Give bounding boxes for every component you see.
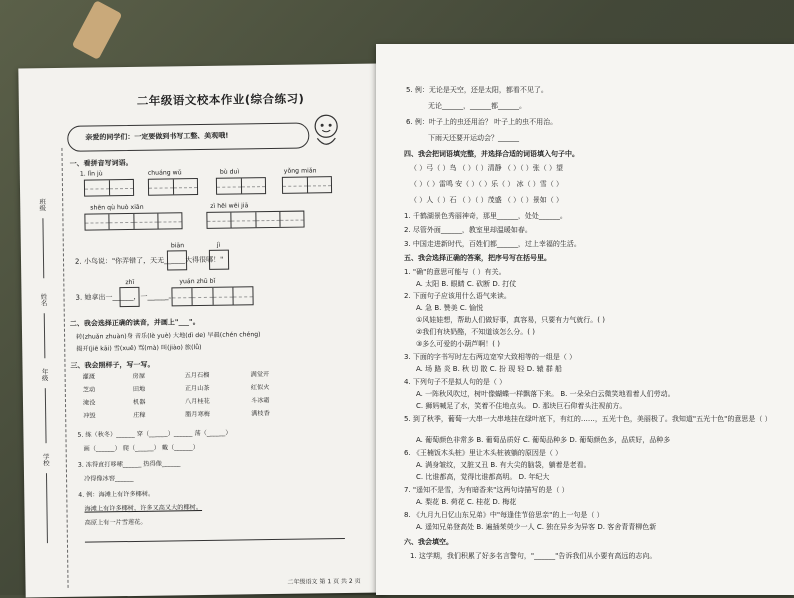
section-2-row-1: 转(zhuǎn zhuàn)身 音乐(lè yuè) 大地(dì de) 早晨(chén chéng): [76, 331, 261, 341]
writing-grid[interactable]: [171, 286, 253, 306]
s5-q7-options: A. 梨花 B. 荷花 C. 桂花 D. 梅花: [416, 498, 517, 506]
section-4-row-3: （ ）人（ ）石 （ ）（ ）茂盛 （ ）（ ）景如（ ）: [410, 196, 564, 204]
q3-pinyin-2: yuán zhū bǐ: [179, 277, 216, 286]
side-line: [44, 313, 46, 358]
left-page: [18, 64, 385, 598]
word-cell: 芝动: [82, 386, 96, 394]
s5-q2: 2. 下面句子应该用什么语气来读。: [404, 292, 511, 300]
r-question-6: 6. 例：叶子上的虫还用治？ 叶子上的虫不用治。: [406, 118, 558, 126]
word-cell: 淹没: [82, 399, 96, 407]
word-cell: 灌溉: [82, 373, 96, 381]
q2-pinyin-1: biān: [170, 242, 185, 250]
pinyin-6: zì hēi wēi jiā: [210, 202, 249, 210]
question-5b: 画（______） 爬（______） 戴（______）: [83, 444, 199, 453]
section-4-q2: 2. 尽管外面______，教室里却温暖如春。: [404, 226, 532, 234]
s5-q6-a: A. 满身皱纹，又脏又丑 B. 有大尖的脑袋，躺着是老看。: [416, 461, 591, 469]
side-line: [46, 473, 48, 543]
s5-q3-options: A. 场 路 炎 B. 秋 切 散 C. 扮 现 轻 D. 辕 群 船: [416, 365, 563, 373]
word-cell: 田地: [132, 385, 146, 393]
s5-q4: 4. 下列句子不是拟人句的是（ ）: [404, 378, 507, 386]
side-label-grade: 年级: [40, 368, 49, 382]
word-cell: 机器: [132, 398, 146, 406]
question-3: 3. 她拿出一______，一______。: [75, 292, 176, 302]
right-page: [376, 44, 794, 595]
question-7-example: 海滩上有许多椰树，许多又高又大的椰树。: [84, 504, 203, 513]
s5-q7: 7. "遥知不是雪，为有暗香来"这两句诗描写的是（ ）: [404, 486, 569, 494]
section-4-row-2: （ ）（ ）雷鸣 安（ ）（ ）乐（ ） 冰（ ）雪（ ）: [410, 180, 564, 188]
question-7-prompt: 高原上有一片雪莲花。: [84, 518, 147, 527]
s5-q2-c: ③多么可爱的小葫芦啊！( ): [416, 340, 500, 348]
r-question-5: 5. 例：无论是天空，还是太阳，都看不见了。: [406, 86, 548, 94]
question-5: 5. 练（秋冬）______ 穿（______）______ 荡（______）: [77, 429, 232, 439]
s5-q8: 8. 《九月九日忆山东兄弟》中"每逢佳节倍思亲"的上一句是（ ）: [404, 511, 604, 519]
word-cell: 冲毁: [83, 412, 96, 420]
side-label-name: 姓名: [39, 293, 48, 307]
r-question-5a: 无论______，______都______。: [428, 102, 526, 110]
question-6b: 冷得像冰窖______: [84, 474, 134, 483]
section-3-heading: 三、我会照样子，写一写。: [70, 360, 155, 370]
s5-q8-options: A. 遥知兄弟登高处 B. 遍插茱萸少一人 C. 独在异乡为异客 D. 客舍青青柳色新: [416, 523, 657, 531]
section-6-heading: 六、我会填空。: [404, 538, 453, 546]
s5-q2-options: A. 急 B. 赞美 C. 愉悦: [416, 304, 484, 312]
motto-text: 亲爱的同学们：一定要做到书写工整、美观哦!: [85, 131, 229, 142]
writing-grid[interactable]: [84, 179, 134, 197]
writing-grid[interactable]: [216, 177, 266, 195]
writing-grid[interactable]: [206, 211, 304, 229]
s5-q2-a: ①风娃娃想，帮助人们做好事，真容易，只要有力气就行。( ): [416, 316, 605, 324]
word-cell: 五月石榴: [184, 371, 210, 380]
s5-q4-a: A. 一阵秋风吹过，树叶像蝴蝶一样飘落下来。 B. 一朵朵白云微笑地看着人们劳动。: [416, 390, 675, 398]
section-4-q1: 1. 千鹤湖景色秀丽神奇，那里______，处处______。: [404, 212, 567, 220]
s5-q3: 3. 下面的字书写时左右两边宽窄大致相等的一组是（ ）: [404, 353, 577, 361]
s5-q6: 6. 《王楠饭木头桩》里让木头桩被躺的原因是（ ）: [404, 449, 563, 457]
section-2-row-2: 揭开(jiē kāi) 雪(xuě) 骂(mà) 叫(jiào) 旅(lǚ): [76, 344, 202, 353]
section-1-heading: 一、看拼音写词语。: [69, 158, 133, 168]
word-cell: 腊月寒梅: [185, 410, 210, 419]
word-cell: 斗冰霜: [250, 397, 270, 405]
word-cell: 房屋: [132, 372, 146, 380]
s6-q1: 1. 这学期，我们积累了好多名言警句，"______"告诉我们从小要有高远的志向。: [410, 552, 657, 560]
cartoon-child-icon: [305, 110, 348, 153]
s5-q6-b: C. 比谁都高，觉得比谁都高明。 D. 年纪大: [416, 473, 550, 481]
s5-q2-b: ②我们有块奶酪，不知道该怎么分。( ): [416, 328, 535, 336]
side-line: [45, 388, 47, 443]
section-4-heading: 四、我会把词语填完整，并选择合适的词语填入句子中。: [404, 150, 579, 158]
q3-pinyin-1: zhī: [125, 278, 135, 287]
question-6: 3. 冻得直打哆嗦______ 热得像______: [77, 460, 181, 469]
word-cell: 正月山茶: [184, 384, 210, 393]
section-2-heading: 二、我会选择正确的读音，并画上"___"。: [69, 318, 200, 328]
section-4-row-1: （ ）弓（ ）鸟 （ ）（ ）清静 （ ）（ ）张（ ）望: [410, 164, 564, 172]
question-7: 4. 例：海滩上有许多椰树。: [78, 490, 155, 499]
pinyin-1: 1. lǐn jù: [79, 170, 103, 178]
writing-grid[interactable]: [148, 178, 198, 196]
word-cell: 满堂开: [250, 371, 270, 379]
pinyin-3: bù duì: [219, 168, 240, 176]
side-line: [42, 218, 44, 278]
writing-grid[interactable]: [84, 212, 182, 230]
s5-q1: 1. "确"的意思可能与（ ）有关。: [404, 268, 506, 276]
side-label-school: 学校: [41, 453, 50, 467]
word-cell: 八月桂花: [184, 397, 210, 406]
section-4-q3: 3. 中国走进新时代，百姓们都______，过上幸福的生活。: [404, 240, 581, 248]
word-cell: 满枝香: [251, 410, 270, 418]
s5-q5-options: A. 葡萄颜色非常多 B. 葡萄品质好 C. 葡萄品种多 D. 葡萄颜色多，品质好，品种多: [416, 436, 671, 444]
s5-q5: 5. 到了秋季，葡萄一大串一大串地挂在绿叶底下，有红的……，五光十色，美丽极了。我知道"五光十色"的意思是（ ）: [404, 415, 772, 423]
page-footer: 二年级语文 第 1 页 共 2 页: [287, 577, 361, 586]
pinyin-4: yǒng miǎn: [283, 167, 317, 175]
page-title: 二年级语文校本作业(综合练习): [136, 91, 305, 108]
side-label-class: 班级: [38, 198, 47, 212]
question-2: 2. 小鸟说："你弄错了，天无______大得很哪！": [74, 255, 224, 266]
pinyin-5: shēn qù huò xiān: [90, 203, 144, 212]
q2-pinyin-2: jì: [216, 241, 221, 249]
pinyin-2: chuáng wǔ: [147, 169, 182, 177]
writing-grid[interactable]: [282, 176, 332, 194]
r-question-6a: 下雨天还要开运动会？______: [428, 134, 519, 142]
word-cell: 庄稼: [133, 411, 146, 419]
word-cell: 红似火: [250, 384, 270, 392]
binding-dashed-line: [61, 148, 68, 588]
section-5-heading: 五、我会选择正确的答案，把序号写在括号里。: [404, 254, 551, 262]
s5-q1-options: A. 太阳 B. 眼睛 C. 砍断 D. 打仗: [416, 280, 517, 288]
s5-q4-b: C. 狮妈喊足了水，笑着不住地点头。 D. 那块巨石仰着头注视前方。: [416, 402, 627, 410]
answer-line[interactable]: [85, 538, 345, 543]
